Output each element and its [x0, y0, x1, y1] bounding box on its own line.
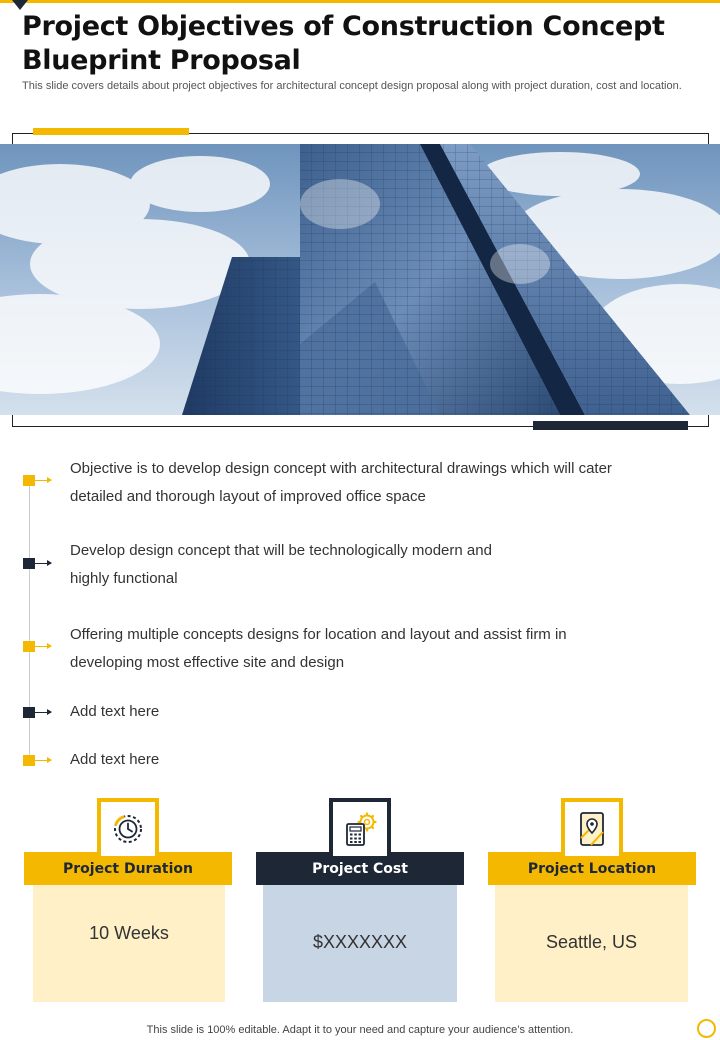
duration-value: 10 Weeks — [33, 880, 225, 1002]
bullet-square-icon — [23, 558, 35, 569]
objective-text: Objective is to develop design concept with architectural drawings which will cater — [70, 460, 612, 477]
arrow-icon — [35, 760, 51, 761]
calculator-gear-icon — [329, 798, 391, 860]
footer-note: This slide is 100% editable. Adapt it to your need and capture your audience’s attention. — [146, 1024, 574, 1036]
map-pin-icon — [561, 798, 623, 860]
top-marker — [12, 0, 28, 10]
arrow-icon — [35, 563, 51, 564]
clock-icon — [97, 798, 159, 860]
objective-text: Develop design concept that will be technologically modern and — [70, 542, 492, 559]
top-accent-rule — [0, 0, 720, 3]
cost-value: $XXXXXXX — [263, 882, 457, 1002]
objective-text: Offering multiple concepts designs for location and layout and assist firm in — [70, 626, 567, 643]
arrow-icon — [35, 480, 51, 481]
objective-text: highly functional — [70, 570, 178, 587]
objectives-connector-line — [29, 484, 30, 760]
image-accent-bottom — [533, 421, 688, 430]
bullet-square-icon — [23, 475, 35, 486]
bullet-square-icon — [23, 755, 35, 766]
bullet-square-icon — [23, 707, 35, 718]
location-value: Seattle, US — [495, 882, 688, 1002]
objective-text: Add text here — [70, 703, 160, 720]
page-subtitle: This slide covers details about project objectives for architectural concept design proposal along with project duration, cost and location. — [22, 80, 682, 92]
image-accent-top — [33, 128, 189, 135]
duration-label: Project Duration — [24, 852, 232, 885]
objective-text: developing most effective site and design — [70, 654, 345, 671]
page-title: Project Objectives of Construction Concept Blueprint Proposal — [22, 11, 665, 76]
cost-label: Project Cost — [256, 852, 464, 885]
corner-circle-icon — [697, 1019, 716, 1038]
objective-text: Add text here — [70, 751, 160, 768]
arrow-icon — [35, 712, 51, 713]
arrow-icon — [35, 646, 51, 647]
bullet-square-icon — [23, 641, 35, 652]
objective-text: detailed and thorough layout of improved office space — [70, 488, 426, 505]
location-label: Project Location — [488, 852, 696, 885]
skyscraper-photo — [0, 144, 720, 415]
